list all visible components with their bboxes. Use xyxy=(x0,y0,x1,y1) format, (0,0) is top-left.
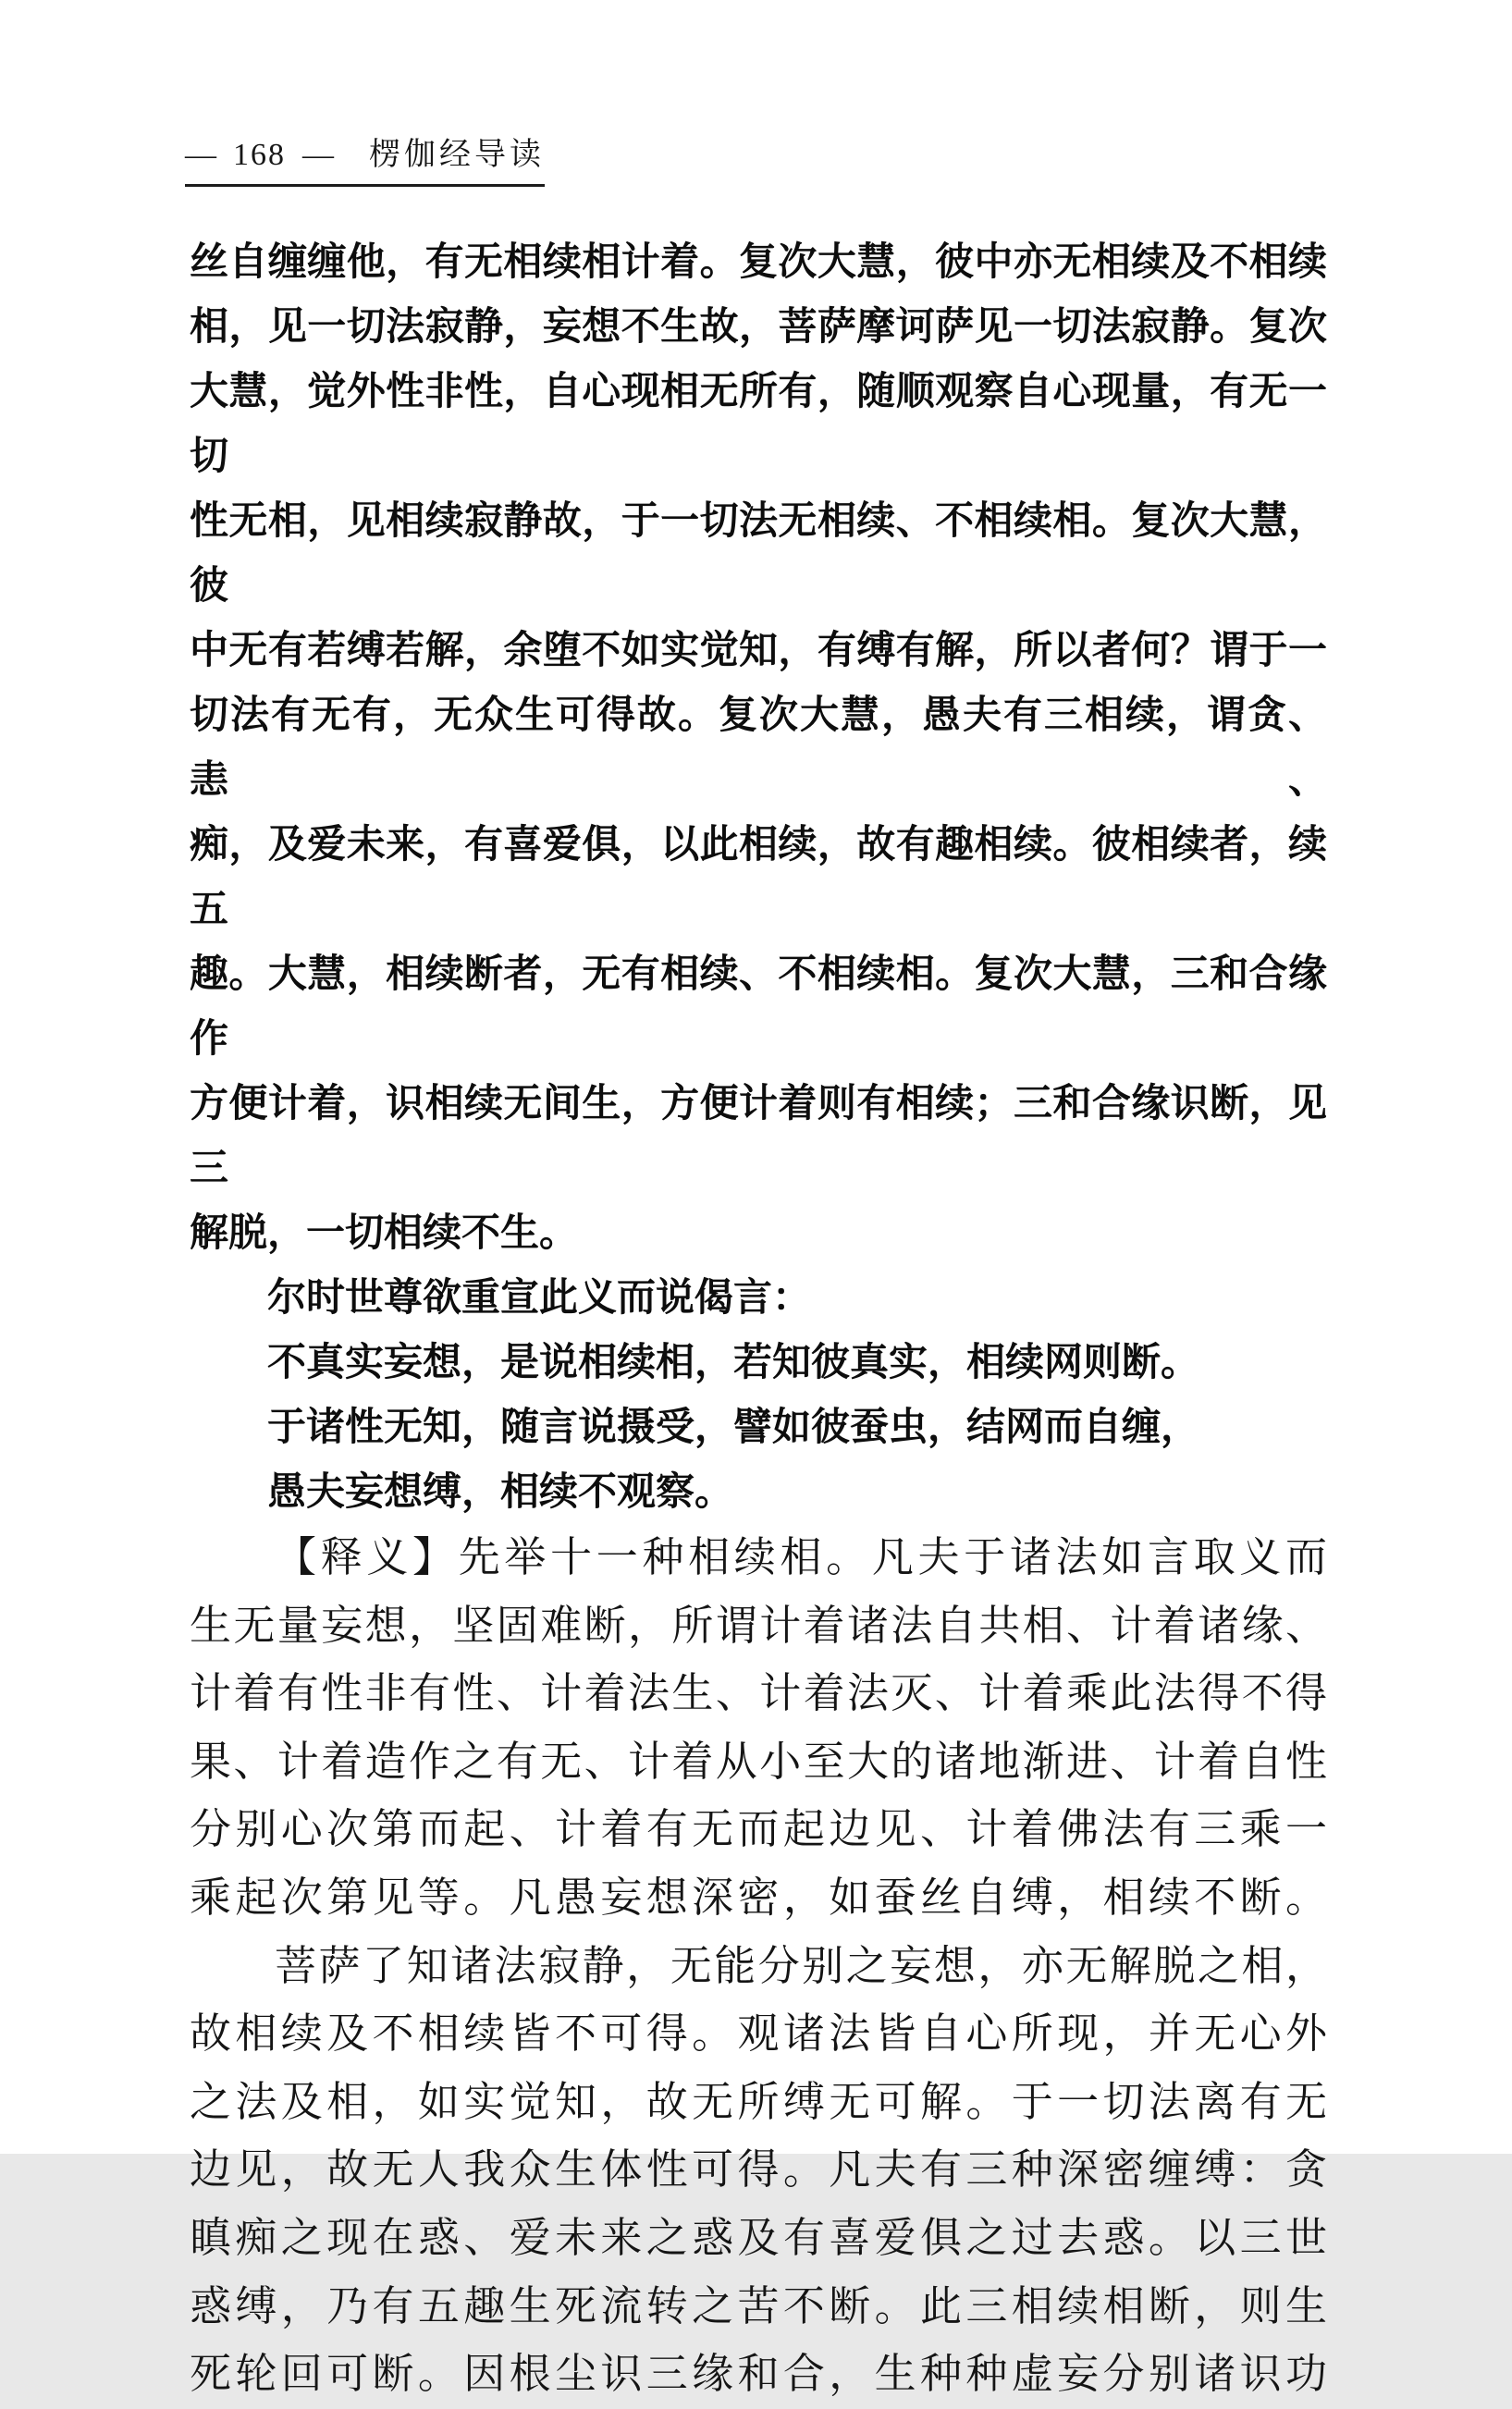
commentary-line: 惑缚，乃有五趣生死流转之苦不断。此三相续相断，则生 xyxy=(190,2282,1327,2329)
commentary-line: 【释义】先举十一种相续相。凡夫于诸法如言取义而 xyxy=(275,1534,1327,1580)
sutra-line: 痴，及爱未来，有喜爱俱，以此相续，故有趣相续。彼相续者，续五 xyxy=(190,822,1327,930)
commentary-line: 生无量妄想，坚固难断，所谓计着诸法自共相、计着诸缘、 xyxy=(190,1602,1327,1649)
sutra-line: 丝自缠缠他，有无相续相计着。复次大慧，彼中亦无相续及不相续 xyxy=(190,240,1327,283)
sutra-line: 切法有无有，无众生可得故。复次大慧，愚夫有三相续，谓贪、恚、 xyxy=(190,693,1327,801)
verse-line: 愚夫妄想缚，相续不观察。 xyxy=(267,1469,734,1513)
commentary-line: 分别心次第而起、计着有无而起边见、计着佛法有三乘一 xyxy=(190,1806,1327,1853)
verse-paragraph xyxy=(190,1330,1327,1524)
commentary-line: 故相续及不相续皆不可得。观诸法皆自心所现，并无心外 xyxy=(190,2010,1327,2058)
commentary-line: 计着有性非有性、计着法生、计着法灭、计着乘此法得不得 xyxy=(190,1670,1327,1717)
verse-intro-line: 尔时世尊欲重宣此义而说偈言： xyxy=(267,1275,812,1319)
commentary-paragraph xyxy=(190,1524,1327,2409)
commentary-line: 菩萨了知诸法寂静，无能分别之妄想，亦无解脱之相， xyxy=(275,1942,1327,1989)
verse-line: 于诸性无知，随言说摄受，譬如彼蚕虫，结网而自缠， xyxy=(267,1405,1200,1448)
commentary-line: 边见，故无人我众生体性可得。凡夫有三种深密缠缚：贪 xyxy=(190,2146,1327,2194)
commentary-line: 果、计着造作之有无、计着从小至大的诸地渐进、计着自性 xyxy=(190,1738,1327,1785)
header-right-dash: — xyxy=(302,138,334,172)
sutra-line: 趣。大慧，相续断者，无有相续、不相续相。复次大慧，三和合缘作 xyxy=(190,952,1327,1060)
sutra-line: 解脱，一切相续不生。 xyxy=(190,1211,579,1254)
book-title: 楞伽经导读 xyxy=(369,138,545,172)
page-body xyxy=(190,229,1327,2409)
sutra-line: 相，见一切法寂静，妄想不生故，菩萨摩诃萨见一切法寂静。复次 xyxy=(190,304,1327,348)
sutra-paragraph xyxy=(190,229,1327,1265)
commentary-line: 瞋痴之现在惑、爱未来之惑及有喜爱俱之过去惑。以三世 xyxy=(190,2214,1327,2261)
sutra-line: 性无相，见相续寂静故，于一切法无相续、不相续相。复次大慧，彼 xyxy=(190,498,1327,607)
header-left-dash: — xyxy=(185,138,216,172)
commentary-line: 乘起次第见等。凡愚妄想深密，如蚕丝自缚，相续不断。 xyxy=(190,1874,1327,1921)
verse-line: 不真实妄想，是说相续相，若知彼真实，相续网则断。 xyxy=(267,1340,1200,1383)
commentary-line: 死轮回可断。因根尘识三缘和合，生种种虚妄分别诸识功 xyxy=(190,2351,1327,2398)
page-number: 168 xyxy=(233,138,286,172)
sutra-line: 大慧，觉外性非性，自心现相无所有，随顺观察自心现量，有无一切 xyxy=(190,369,1327,477)
sutra-line: 中无有若缚若解，余堕不如实觉知，有缚有解，所以者何？谓于一 xyxy=(190,628,1327,671)
page-header xyxy=(185,135,545,187)
commentary-line: 之法及相，如实觉知，故无所缚无可解。于一切法离有无 xyxy=(190,2078,1327,2125)
sutra-line: 方便计着，识相续无间生，方便计着则有相续；三和合缘识断，见三 xyxy=(190,1081,1327,1189)
